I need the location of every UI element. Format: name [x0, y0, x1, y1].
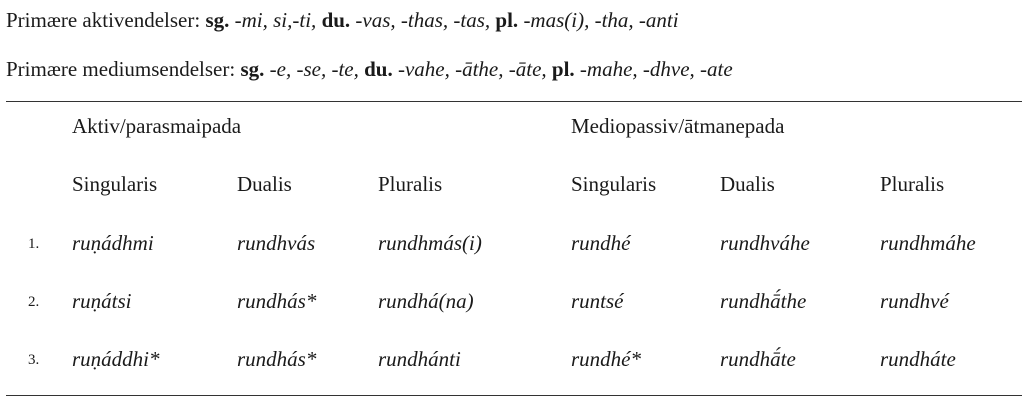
table-top-rule [6, 101, 1022, 102]
table-cell: rundhā́te [720, 347, 796, 371]
col-header-active-dual: Dualis [237, 172, 292, 196]
middle-du-label: du. [364, 57, 393, 81]
middle-sg-endings: -e, -se, -te, [269, 57, 359, 81]
table-cell: rundhánti [378, 347, 461, 371]
row-label-2: 2. [28, 294, 40, 310]
active-du-label: du. [321, 8, 351, 32]
middle-sg-label: sg. [240, 57, 265, 81]
table-cell: rundhvás [237, 231, 316, 255]
table-cell: rundhmáhe [880, 231, 976, 255]
table-cell: runtsé [571, 289, 624, 313]
group-header-middle: Mediopassiv/ātmanepada [571, 114, 785, 138]
middle-du-endings: -vahe, -āthe, -āte, [397, 57, 547, 81]
group-header-active: Aktiv/parasmaipada [72, 114, 242, 138]
col-header-active-plural: Pluralis [378, 172, 443, 196]
col-header-middle-dual: Dualis [720, 172, 775, 196]
table-cell: ruṇáddhi* [72, 347, 160, 371]
active-endings-label: Primære aktivendelser: [6, 8, 201, 32]
table-cell: rundhás* [237, 289, 317, 313]
active-du-endings: -vas, -thas, -tas, [355, 8, 491, 32]
row-label-1: 1. [28, 236, 40, 252]
active-pl-label: pl. [495, 8, 519, 32]
col-header-active-singular: Singularis [72, 172, 158, 196]
table-cell: rundhvé [880, 289, 949, 313]
middle-pl-endings: -mahe, -dhve, -ate [579, 57, 733, 81]
table-cell: rundhā́the [720, 289, 807, 313]
active-pl-endings: -mas(i), -tha, -anti [523, 8, 679, 32]
active-sg-label: sg. [205, 8, 230, 32]
middle-endings-label: Primære mediumsendelser: [6, 57, 236, 81]
table-cell: rundhé [571, 231, 631, 255]
table-cell: rundháte [880, 347, 956, 371]
table-cell: rundhá(na) [378, 289, 474, 313]
active-sg-endings: -mi, si,-ti, [234, 8, 317, 32]
table-bottom-rule [6, 395, 1022, 396]
col-header-middle-plural: Pluralis [880, 172, 945, 196]
active-endings-line [6, 8, 679, 33]
middle-endings-line [6, 57, 733, 82]
middle-pl-label: pl. [551, 57, 575, 81]
table-cell: ruṇádhmi [72, 231, 154, 255]
col-header-middle-singular: Singularis [571, 172, 657, 196]
table-cell: rundhás* [237, 347, 317, 371]
table-cell: rundhváhe [720, 231, 810, 255]
table-cell: ruṇátsi [72, 289, 132, 313]
table-cell: rundhmás(i) [378, 231, 482, 255]
row-label-3: 3. [28, 352, 40, 368]
table-cell: rundhé* [571, 347, 641, 371]
